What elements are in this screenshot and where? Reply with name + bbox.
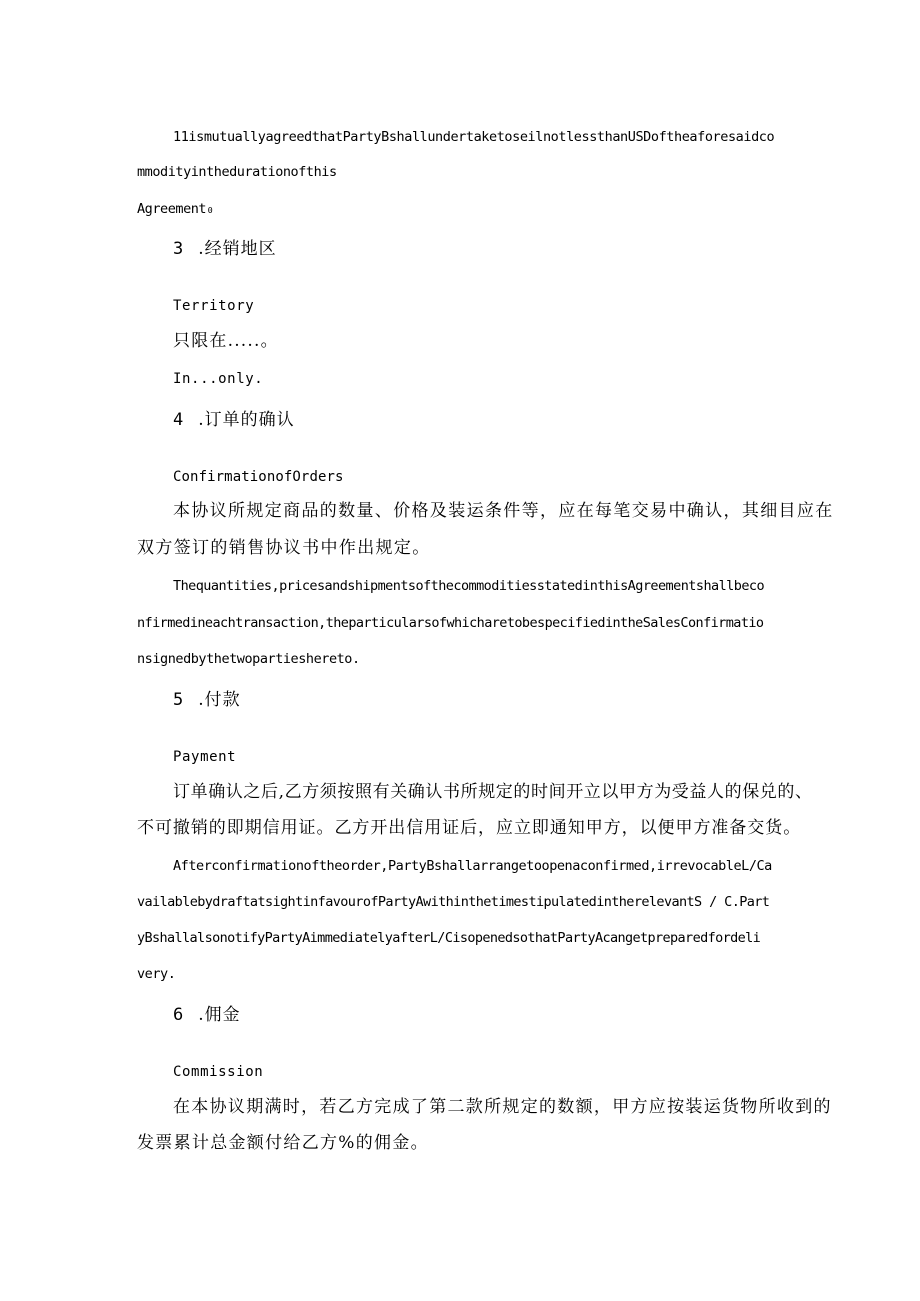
clause3-body-en: In...only.	[173, 371, 264, 387]
clause6-heading	[173, 1003, 241, 1027]
clause3-body-zh: 只限在.....。	[173, 331, 279, 351]
clause5-zh-line-2: 不可撤销的即期信用证。乙方开出信用证后，应立即通知甲方，以便甲方准备交货。	[137, 818, 802, 838]
clause4-zh-line-1: 本协议所规定商品的数量、价格及装运条件等，应在每笔交易中确认，其细目应在	[173, 501, 834, 521]
clause5-heading	[173, 688, 241, 712]
clause6-zh-line-2: 发票累计总金额付给乙方%的佣金。	[137, 1133, 429, 1153]
clause4-en-line-2: nfirmedineachtransaction,theparticularsofwhicharetobespecifiedintheSalesConfirmatio	[137, 615, 764, 631]
clause6-title-en: Commission	[173, 1064, 264, 1080]
clause3-title-en: Territory	[173, 298, 255, 314]
clause5-en-line-4: very.	[137, 966, 176, 982]
clause4-heading	[173, 408, 295, 432]
clause4-number: 4	[173, 410, 185, 430]
clause2-en-line-1: 11ismutuallyagreedthatPartyBshallundertaketoseilnotlessthanUSDoftheaforesaidco	[173, 129, 775, 145]
clause3-number: 3	[173, 239, 185, 259]
clause3-title-zh: .经销地区	[198, 239, 277, 259]
clause5-en-line-1: Afterconfirmationoftheorder,PartyBshallarrangetoopenaconfirmed,irrevocableL/Ca	[173, 858, 772, 874]
clause6-number: 6	[173, 1005, 185, 1025]
clause6-title-zh: .佣金	[198, 1005, 241, 1025]
clause4-title-en: ConfirmationofOrders	[173, 469, 344, 485]
clause2-en-line-2: mmodityinthedurationofthis	[137, 164, 337, 180]
clause4-zh-line-2: 双方签订的销售协议书中作出规定。	[137, 538, 431, 558]
clause2-en-line-3: Agreement₀	[137, 201, 214, 217]
clause5-title-zh: .付款	[198, 690, 241, 710]
clause4-en-line-1: Thequantities,pricesandshipmentsofthecommoditiesstatedinthisAgreementshallbeco	[173, 578, 765, 594]
clause5-zh-line-1: 订单确认之后,乙方须按照有关确认书所规定的时间开立以甲方为受益人的保兑的、	[173, 782, 813, 802]
clause3-heading	[173, 237, 277, 261]
clause4-en-line-3: nsignedbythetwopartieshereto.	[137, 651, 360, 667]
clause6-zh-line-1: 在本协议期满时，若乙方完成了第二款所规定的数额，甲方应按装运货物所收到的	[173, 1097, 832, 1117]
clause5-en-line-3: yBshallalsonotifyPartyAimmediatelyafterL/CisopenedsothatPartyAcangetpreparedfordeli	[137, 930, 761, 946]
clause5-title-en: Payment	[173, 749, 237, 765]
clause4-title-zh: .订单的确认	[198, 410, 295, 430]
clause5-number: 5	[173, 690, 185, 710]
clause5-en-line-2: vailablebydraftatsightinfavourofPartyAwithinthetimestipulatedintherelevantS / C.Part	[137, 894, 770, 910]
